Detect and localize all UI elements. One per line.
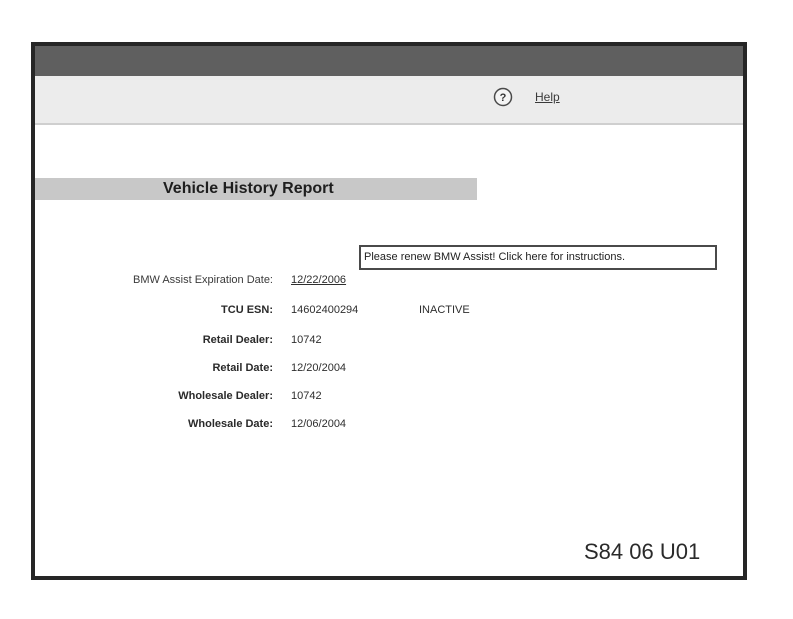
retail-dealer-label: Retail Dealer: (202, 334, 273, 346)
title-bar (35, 46, 743, 76)
tcu-esn-label: TCU ESN: (221, 304, 273, 316)
retail-date-label: Retail Date: (212, 362, 273, 374)
help-circle-icon[interactable] (493, 87, 513, 107)
report-title-banner (35, 178, 477, 200)
svg-text:?: ? (499, 92, 507, 104)
help-link[interactable]: Help (535, 90, 560, 104)
renew-assist-notice[interactable]: Please renew BMW Assist! Click here for instructions. (359, 245, 717, 270)
page-title: Vehicle History Report (163, 180, 334, 197)
figure-code: S84 06 U01 (584, 539, 701, 564)
toolbar (35, 76, 743, 125)
browser-window (31, 42, 747, 580)
tcu-status-text: INACTIVE (419, 304, 470, 316)
assist-expiration-value[interactable]: 12/22/2006 (291, 274, 347, 286)
retail-date-value: 12/20/2004 (291, 362, 347, 374)
wholesale-dealer-value: 10742 (291, 390, 322, 402)
tcu-esn-value: 14602400294 (291, 304, 359, 316)
retail-dealer-value: 10742 (291, 334, 322, 346)
wholesale-dealer-label: Wholesale Dealer: (178, 390, 273, 402)
wholesale-date-label: Wholesale Date: (188, 418, 273, 430)
assist-expiration-label: BMW Assist Expiration Date: (133, 274, 273, 286)
wholesale-date-value: 12/06/2004 (291, 418, 347, 430)
